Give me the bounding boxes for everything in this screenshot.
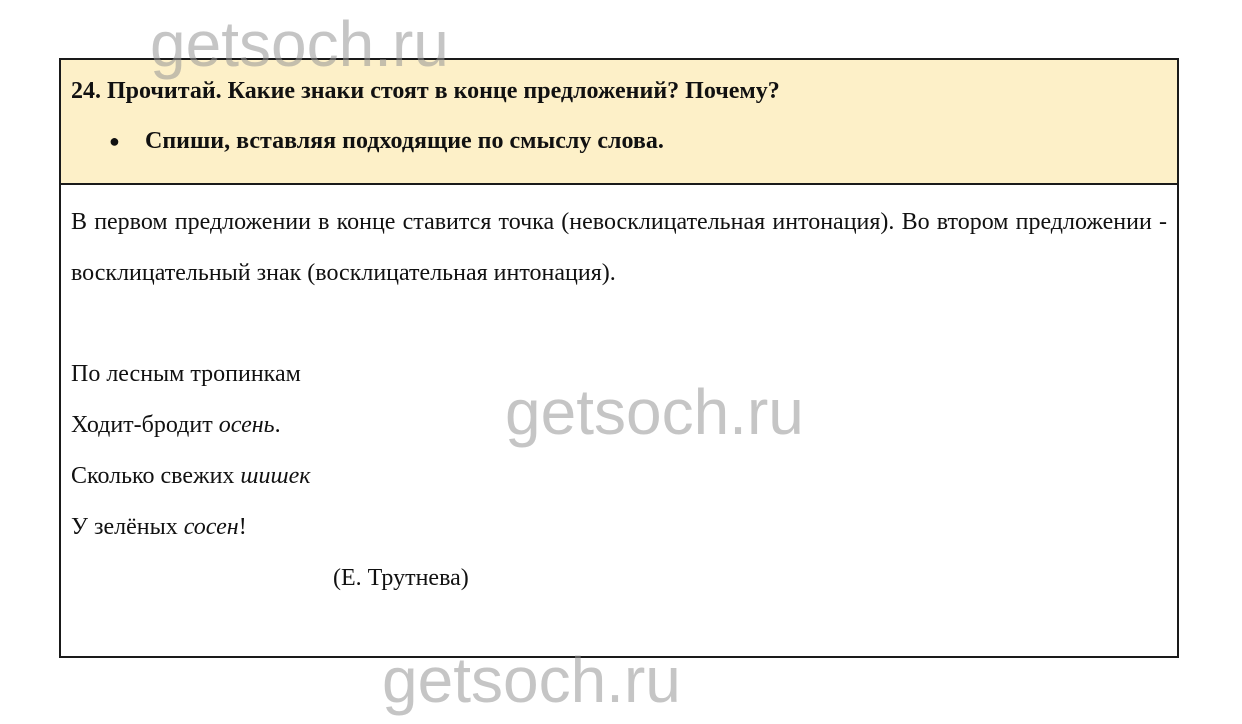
- task-title: 24. Прочитай. Какие знаки стоят в конце предложений? Почему?: [71, 78, 780, 104]
- poem-line-1: По лесным тропинкам: [71, 361, 301, 387]
- task-header: [61, 60, 1177, 185]
- inserted-word-shishek: шишек: [240, 463, 311, 489]
- poem-line-2-punct: .: [274, 412, 281, 438]
- poem: [71, 349, 1167, 604]
- poem-line-3-text: Сколько свежих: [71, 463, 241, 489]
- watermark-middle: getsoch.ru: [505, 376, 804, 448]
- watermark-top: getsoch.ru: [150, 8, 449, 80]
- watermark-bottom: getsoch.ru: [382, 644, 681, 716]
- poem-line-4-punct: !: [238, 514, 247, 540]
- task-subitem-text: Спиши, вставляя подходящие по смыслу слова.: [145, 128, 664, 154]
- task-card: [59, 58, 1179, 658]
- poem-line-4: [71, 502, 1167, 553]
- inserted-word-sosen: сосен: [183, 514, 239, 540]
- poem-line-4-text: У зелёных: [71, 514, 184, 540]
- poem-line-2: [71, 400, 1167, 451]
- poem-line-2-text: Ходит-бродит: [71, 412, 219, 438]
- bullet-icon: ●: [109, 131, 120, 151]
- task-subitem: [109, 124, 1167, 158]
- answer-explanation: В первом предложении в конце ставится точка (невосклицательная интонация). Во втором предложении - восклицательный знак (восклицательная интонация).: [71, 209, 1167, 286]
- answer-body: [61, 185, 1177, 604]
- poem-author: (Е. Трутнева): [333, 565, 469, 591]
- inserted-word-osen: осень: [218, 412, 275, 438]
- poem-line-3: [71, 451, 1167, 502]
